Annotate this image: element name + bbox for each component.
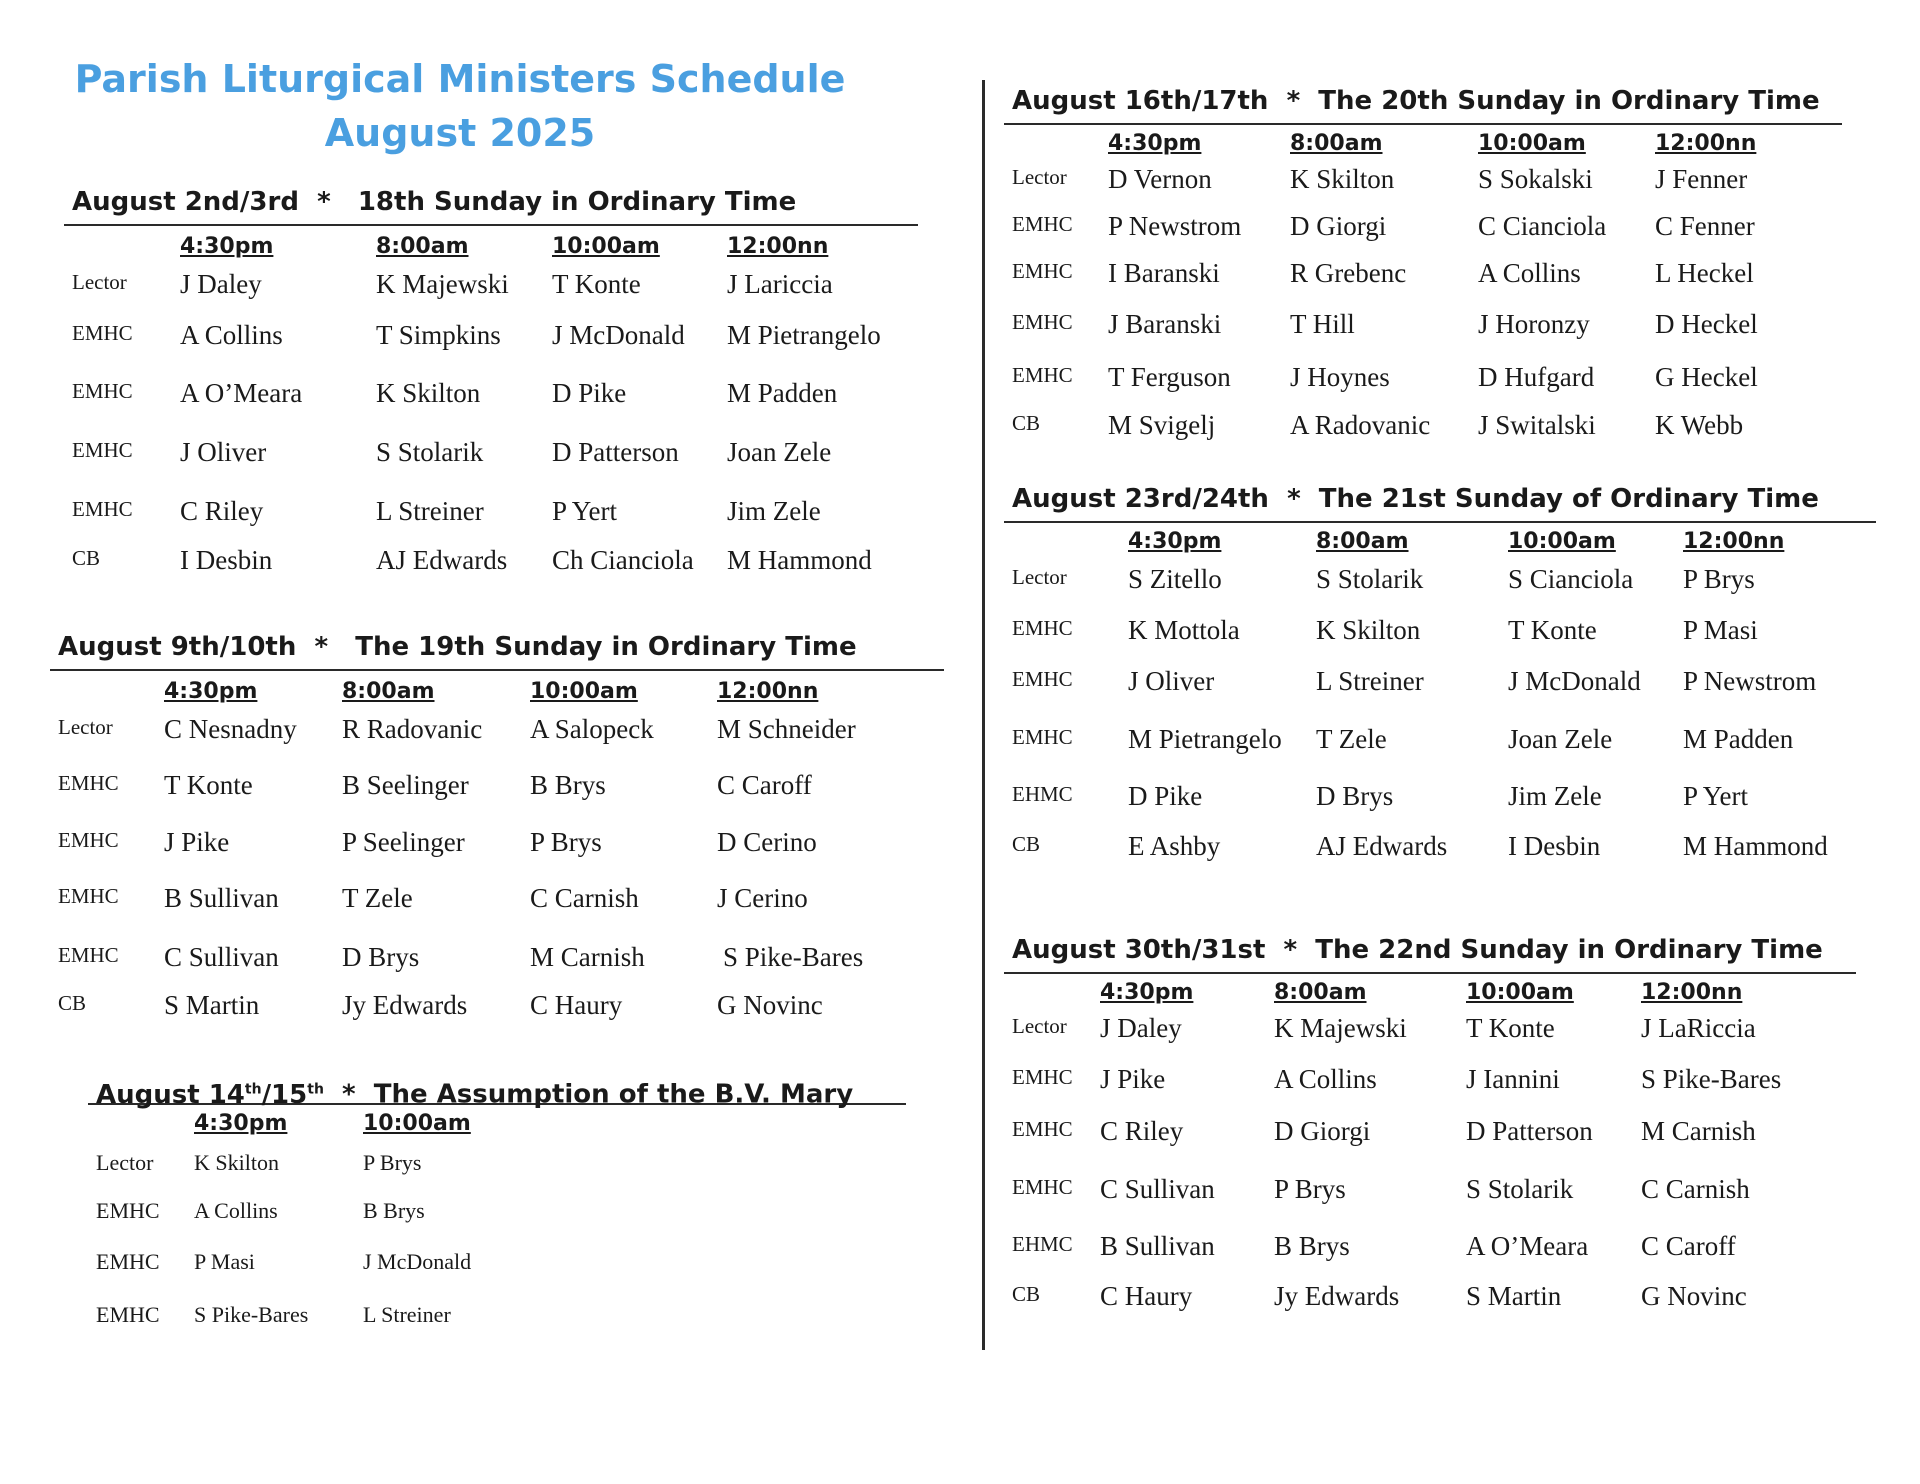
- role-label: EMHC: [1012, 259, 1073, 283]
- minister-name: I Desbin: [1508, 831, 1601, 861]
- minister-name: C Fenner: [1655, 211, 1755, 241]
- minister-name: T Hill: [1290, 309, 1355, 339]
- minister-name: C Caroff: [1641, 1231, 1736, 1261]
- minister-name: C Riley: [180, 496, 264, 526]
- minister-name: G Heckel: [1655, 362, 1758, 392]
- time-header: 12:00nn: [717, 679, 819, 704]
- minister-name: K Majewski: [1274, 1013, 1407, 1043]
- minister-name: D Pike: [552, 378, 627, 408]
- minister-name: S Stolarik: [1466, 1174, 1574, 1204]
- page-title: Parish Liturgical Ministers Schedule: [74, 57, 846, 101]
- minister-name: B Brys: [363, 1198, 425, 1223]
- minister-name: Jim Zele: [1508, 781, 1602, 811]
- minister-name: J Fenner: [1655, 164, 1748, 194]
- minister-row: [50, 882, 944, 941]
- minister-row: [1004, 1230, 1856, 1280]
- minister-row: [64, 319, 918, 377]
- minister-name: M Padden: [727, 378, 838, 408]
- minister-name: C Haury: [530, 990, 623, 1020]
- minister-name: K Majewski: [376, 269, 509, 299]
- column-divider: [982, 80, 985, 1350]
- minister-name: J Oliver: [1128, 666, 1215, 696]
- role-label: EMHC: [58, 943, 119, 967]
- minister-name: AJ Edwards: [1316, 831, 1448, 861]
- minister-name: J Iannini: [1466, 1064, 1560, 1094]
- minister-row: [64, 268, 918, 319]
- minister-name: S Martin: [1466, 1281, 1562, 1311]
- section-title: The 21st Sunday of Ordinary Time: [1318, 484, 1819, 514]
- role-label: EMHC: [1012, 667, 1073, 691]
- minister-name: K Skilton: [376, 378, 481, 408]
- minister-name: A Collins: [1274, 1064, 1377, 1094]
- time-header: 10:00am: [530, 679, 638, 704]
- minister-name: M Hammond: [727, 545, 872, 575]
- minister-row: [64, 436, 918, 495]
- minister-name: M Schneider: [717, 714, 856, 744]
- minister-name: G Novinc: [1641, 1281, 1747, 1311]
- minister-name: D Heckel: [1655, 309, 1758, 339]
- minister-name: S Sokalski: [1478, 164, 1593, 194]
- role-label: EMHC: [1012, 616, 1073, 640]
- role-label: Lector: [1012, 565, 1067, 589]
- role-label: EMHC: [96, 1249, 160, 1274]
- section-title: The Assumption of the B.V. Mary: [373, 1079, 854, 1110]
- minister-name: L Streiner: [1316, 666, 1424, 696]
- minister-row: [88, 1197, 906, 1248]
- minister-row: [1004, 723, 1876, 780]
- time-header: 8:00am: [342, 679, 435, 704]
- schedule-section-aug-2-3: [64, 182, 918, 584]
- minister-name: B Sullivan: [164, 883, 279, 913]
- role-label: EMHC: [72, 379, 133, 403]
- minister-name: T Konte: [552, 269, 641, 299]
- minister-name: Jim Zele: [727, 496, 821, 526]
- role-label: CB: [1012, 832, 1041, 856]
- minister-row: [1004, 163, 1842, 210]
- schedule-section-aug-9-10: [50, 627, 944, 1029]
- section-title: 18th Sunday in Ordinary Time: [357, 187, 797, 217]
- minister-row: [1004, 1063, 1856, 1115]
- minister-name: I Desbin: [180, 545, 273, 575]
- role-label: EMHC: [58, 828, 119, 852]
- role-label: EMHC: [1012, 1117, 1073, 1141]
- minister-name: L Streiner: [376, 496, 484, 526]
- minister-row: [64, 544, 918, 584]
- time-header: 12:00nn: [1655, 131, 1757, 156]
- minister-name: P Masi: [1683, 615, 1758, 645]
- role-label: EMHC: [1012, 310, 1073, 334]
- role-label: CB: [1012, 1282, 1041, 1306]
- minister-name: T Zele: [1316, 724, 1387, 754]
- minister-name: T Simpkins: [376, 320, 501, 350]
- minister-name: J Lariccia: [727, 269, 833, 299]
- minister-name: L Streiner: [363, 1302, 451, 1327]
- time-header: 4:30pm: [194, 1111, 288, 1136]
- minister-name: L Heckel: [1655, 258, 1754, 288]
- minister-name: A Collins: [180, 320, 283, 350]
- role-label: EMHC: [58, 771, 119, 795]
- minister-name: Ch Cianciola: [552, 545, 694, 575]
- minister-row: [1004, 1115, 1856, 1173]
- minister-name: P Brys: [530, 827, 602, 857]
- minister-name: D Hufgard: [1478, 362, 1595, 392]
- time-header: 10:00am: [1466, 980, 1574, 1005]
- time-header: 4:30pm: [164, 679, 258, 704]
- minister-row: [50, 769, 944, 826]
- section-date: August 9th/10th: [58, 632, 297, 662]
- time-header: 4:30pm: [1128, 529, 1222, 554]
- minister-name: R Grebenc: [1290, 258, 1407, 288]
- section-date: August 16th/17th: [1012, 86, 1269, 116]
- time-header: 10:00am: [363, 1111, 471, 1136]
- minister-name: D Cerino: [717, 827, 817, 857]
- minister-row: [1004, 563, 1876, 614]
- minister-name: S Pike-Bares: [1641, 1064, 1782, 1094]
- minister-name: C Cianciola: [1478, 211, 1607, 241]
- section-date: August 30th/31st: [1012, 935, 1266, 965]
- minister-name: S Pike-Bares: [194, 1302, 309, 1327]
- minister-name: A Radovanic: [1290, 410, 1431, 440]
- time-header: 4:30pm: [180, 234, 274, 259]
- minister-name: J McDonald: [1508, 666, 1641, 696]
- minister-name: A O’Meara: [1466, 1231, 1589, 1261]
- minister-row: [1004, 1012, 1856, 1063]
- minister-row: [1004, 614, 1876, 665]
- section-heading: [1004, 479, 1876, 519]
- minister-name: D Pike: [1128, 781, 1203, 811]
- minister-name: P Newstrom: [1683, 666, 1817, 696]
- section-title: The 20th Sunday in Ordinary Time: [1318, 86, 1820, 116]
- minister-row: [64, 377, 918, 436]
- time-header: 10:00am: [1508, 529, 1616, 554]
- minister-name: D Giorgi: [1290, 211, 1387, 241]
- time-header: 8:00am: [1274, 980, 1367, 1005]
- minister-name: S Cianciola: [1508, 564, 1634, 594]
- section-title: The 22nd Sunday in Ordinary Time: [1315, 935, 1823, 965]
- minister-name: M Pietrangelo: [1128, 724, 1282, 754]
- minister-name: P Brys: [1683, 564, 1755, 594]
- minister-name: Joan Zele: [727, 437, 832, 467]
- minister-name: C Caroff: [717, 770, 812, 800]
- section-heading: [88, 1069, 906, 1109]
- role-label: CB: [72, 546, 101, 570]
- role-label: EMHC: [72, 321, 133, 345]
- minister-name: J Baranski: [1108, 309, 1222, 339]
- minister-row: [1004, 830, 1876, 870]
- minister-name: C Haury: [1100, 1281, 1193, 1311]
- minister-name: J Horonzy: [1478, 309, 1590, 339]
- minister-name: Jy Edwards: [1274, 1281, 1400, 1311]
- minister-name: P Newstrom: [1108, 211, 1242, 241]
- minister-name: B Sullivan: [1100, 1231, 1215, 1261]
- minister-name: S Stolarik: [1316, 564, 1424, 594]
- role-label: EMHC: [1012, 212, 1073, 236]
- role-label: EHMC: [1012, 1232, 1073, 1256]
- minister-row: [50, 713, 944, 769]
- minister-row: [64, 495, 918, 544]
- minister-name: P Seelinger: [342, 827, 465, 857]
- minister-name: J Cerino: [717, 883, 808, 913]
- schedule-section-aug-30-31: [1004, 930, 1856, 1320]
- mass-times-row: [1004, 974, 1856, 1012]
- page-subtitle-month: August 2025: [324, 111, 596, 155]
- section-star: *: [342, 1079, 356, 1110]
- minister-name: M Carnish: [530, 942, 645, 972]
- role-label: Lector: [72, 270, 127, 294]
- minister-name: A Collins: [194, 1198, 278, 1223]
- role-label: Lector: [1012, 165, 1067, 189]
- minister-row: [1004, 361, 1842, 409]
- minister-row: [88, 1149, 906, 1197]
- role-label: EMHC: [1012, 1175, 1073, 1199]
- minister-name: M Padden: [1683, 724, 1794, 754]
- minister-name: C Carnish: [530, 883, 639, 913]
- minister-name: J Pike: [1100, 1064, 1166, 1094]
- minister-name: A Collins: [1478, 258, 1581, 288]
- minister-name: M Hammond: [1683, 831, 1828, 861]
- minister-name: C Sullivan: [164, 942, 279, 972]
- minister-name: AJ Edwards: [376, 545, 508, 575]
- minister-name: J Daley: [1100, 1013, 1182, 1043]
- time-header: 4:30pm: [1108, 131, 1202, 156]
- mass-times-row: [88, 1105, 906, 1149]
- role-label: EHMC: [1012, 782, 1073, 806]
- minister-name: D Vernon: [1108, 164, 1212, 194]
- minister-name: C Nesnadny: [164, 714, 297, 744]
- time-header: 10:00am: [1478, 131, 1586, 156]
- minister-name: J Pike: [164, 827, 230, 857]
- minister-row: [1004, 665, 1876, 723]
- time-header: 12:00nn: [1683, 529, 1785, 554]
- minister-name: T Konte: [1466, 1013, 1555, 1043]
- role-label: EMHC: [1012, 363, 1073, 387]
- minister-name: M Svigelj: [1108, 410, 1216, 440]
- minister-name: J Daley: [180, 269, 262, 299]
- minister-name: C Riley: [1100, 1116, 1184, 1146]
- mass-times-row: [1004, 523, 1876, 563]
- minister-name: M Pietrangelo: [727, 320, 881, 350]
- minister-name: K Skilton: [1290, 164, 1395, 194]
- minister-name: B Brys: [1274, 1231, 1350, 1261]
- section-heading: [1004, 930, 1856, 970]
- role-label: EMHC: [72, 497, 133, 521]
- section-date: August 14th/15th: [96, 1079, 324, 1110]
- section-star: *: [314, 632, 329, 662]
- section-star: *: [1286, 86, 1301, 116]
- minister-name: D Patterson: [1466, 1116, 1593, 1146]
- minister-name: D Patterson: [552, 437, 679, 467]
- minister-name: P Masi: [194, 1249, 255, 1274]
- role-label: EMHC: [58, 884, 119, 908]
- minister-name: D Brys: [342, 942, 420, 972]
- role-label: EMHC: [96, 1302, 160, 1327]
- minister-name: T Ferguson: [1108, 362, 1231, 392]
- role-label: CB: [1012, 411, 1041, 435]
- minister-name: J McDonald: [363, 1249, 472, 1274]
- mass-times-row: [64, 226, 918, 268]
- minister-name: S Zitello: [1128, 564, 1222, 594]
- minister-row: [88, 1248, 906, 1301]
- minister-row: [1004, 780, 1876, 830]
- mass-times-row: [50, 671, 944, 713]
- minister-name: K Webb: [1655, 410, 1744, 440]
- minister-row: [1004, 308, 1842, 361]
- minister-name: P Brys: [1274, 1174, 1346, 1204]
- minister-name: G Novinc: [717, 990, 823, 1020]
- minister-name: J McDonald: [552, 320, 685, 350]
- minister-name: Jy Edwards: [342, 990, 468, 1020]
- minister-name: I Baranski: [1108, 258, 1220, 288]
- role-label: Lector: [96, 1150, 154, 1175]
- minister-name: K Skilton: [194, 1150, 279, 1175]
- minister-row: [50, 989, 944, 1029]
- minister-name: J Hoynes: [1290, 362, 1390, 392]
- role-label: Lector: [58, 715, 113, 739]
- schedule-section-aug-23-24: [1004, 479, 1876, 870]
- minister-name: T Konte: [1508, 615, 1597, 645]
- minister-name: A O’Meara: [180, 378, 303, 408]
- section-date: August 23rd/24th: [1012, 484, 1269, 514]
- time-header: 10:00am: [552, 234, 660, 259]
- minister-row: [50, 941, 944, 989]
- minister-row: [1004, 257, 1842, 308]
- minister-name: T Konte: [164, 770, 253, 800]
- minister-row: [1004, 1173, 1856, 1230]
- section-date: August 2nd/3rd: [72, 187, 299, 217]
- section-heading: [50, 627, 944, 667]
- role-label: EMHC: [72, 438, 133, 462]
- time-header: 8:00am: [376, 234, 469, 259]
- role-label: CB: [58, 991, 87, 1015]
- minister-name: B Seelinger: [342, 770, 469, 800]
- minister-name: P Yert: [1683, 781, 1749, 811]
- minister-name: S Pike-Bares: [723, 942, 864, 972]
- schedule-section-aug-16-17: [1004, 81, 1842, 447]
- time-header: 8:00am: [1290, 131, 1383, 156]
- minister-name: R Radovanic: [342, 714, 483, 744]
- role-label: Lector: [1012, 1014, 1067, 1038]
- section-heading: [1004, 81, 1842, 121]
- role-label: EMHC: [1012, 725, 1073, 749]
- minister-name: M Carnish: [1641, 1116, 1756, 1146]
- minister-name: S Martin: [164, 990, 260, 1020]
- minister-row: [88, 1301, 906, 1341]
- minister-row: [1004, 409, 1842, 447]
- minister-name: A Salopeck: [530, 714, 654, 744]
- section-heading: [64, 182, 918, 222]
- minister-row: [1004, 1280, 1856, 1320]
- minister-name: D Brys: [1316, 781, 1394, 811]
- minister-name: J Oliver: [180, 437, 267, 467]
- minister-name: C Sullivan: [1100, 1174, 1215, 1204]
- minister-row: [50, 826, 944, 882]
- minister-name: C Carnish: [1641, 1174, 1750, 1204]
- minister-name: Joan Zele: [1508, 724, 1613, 754]
- minister-name: J Switalski: [1478, 410, 1596, 440]
- minister-name: S Stolarik: [376, 437, 484, 467]
- minister-name: P Yert: [552, 496, 618, 526]
- minister-name: P Brys: [363, 1150, 422, 1175]
- minister-name: T Zele: [342, 883, 413, 913]
- minister-name: K Mottola: [1128, 615, 1240, 645]
- time-header: 12:00nn: [727, 234, 829, 259]
- section-star: *: [1283, 935, 1298, 965]
- role-label: EMHC: [96, 1198, 160, 1223]
- minister-row: [1004, 210, 1842, 257]
- minister-name: B Brys: [530, 770, 606, 800]
- schedule-section-assumption: [88, 1069, 906, 1341]
- section-title: The 19th Sunday in Ordinary Time: [355, 632, 857, 662]
- time-header: 4:30pm: [1100, 980, 1194, 1005]
- section-star: *: [1287, 484, 1301, 514]
- minister-name: E Ashby: [1128, 831, 1221, 861]
- time-header: 12:00nn: [1641, 980, 1743, 1005]
- time-header: 8:00am: [1316, 529, 1409, 554]
- minister-name: D Giorgi: [1274, 1116, 1371, 1146]
- role-label: EMHC: [1012, 1065, 1073, 1089]
- minister-name: K Skilton: [1316, 615, 1421, 645]
- minister-name: J LaRiccia: [1641, 1013, 1756, 1043]
- section-star: *: [317, 187, 331, 217]
- mass-times-row: [1004, 125, 1842, 163]
